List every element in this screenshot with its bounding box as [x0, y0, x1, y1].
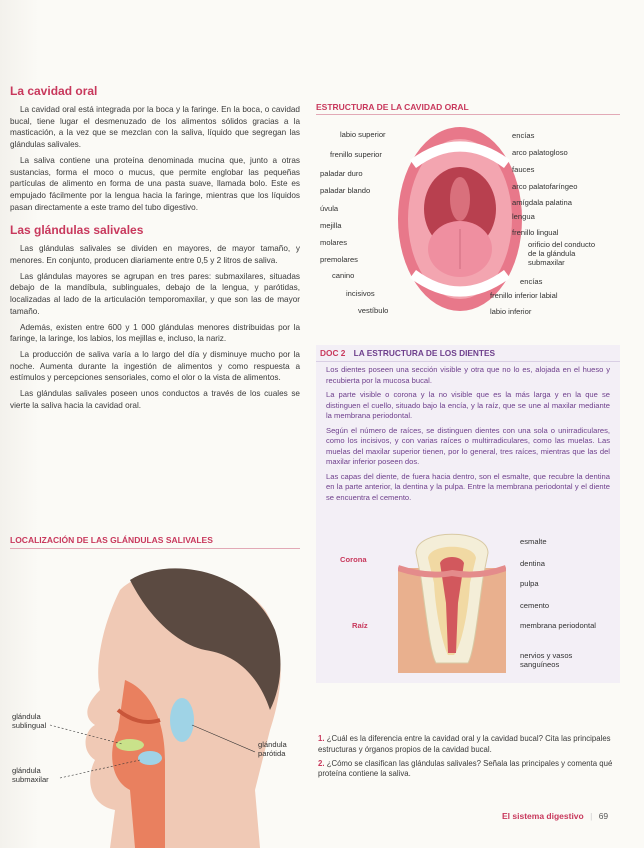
oral-label-left: incisivos: [346, 289, 375, 298]
tooth-label: pulpa: [520, 579, 539, 588]
oral-label-right: lengua: [512, 212, 535, 221]
oral-label-left: paladar duro: [320, 169, 363, 178]
oral-label-left: molares: [320, 238, 348, 247]
section-title-oral: La cavidad oral: [10, 84, 98, 98]
oral-cavity-illustration: [395, 124, 525, 314]
label-corona: Corona: [340, 555, 367, 564]
oral-figure-title: ESTRUCTURA DE LA CAVIDAD ORAL: [316, 102, 469, 112]
parotida-gland: [170, 698, 194, 742]
footer-section: El sistema digestivo: [502, 811, 584, 821]
tooth-label: cemento: [520, 601, 550, 610]
doc2-paragraph: Los dientes poseen una sección visible y otra que no lo es, alojada en el hueso y recubierta por la mucosa bucal.: [326, 365, 610, 385]
question-2: 2. ¿Cómo se clasifican las glándulas salivales? Señala las principales y comenta qué proteína contiene la saliva.: [318, 758, 613, 779]
sublingual-gland: [116, 739, 144, 751]
oral-label-left: vestíbulo: [358, 306, 389, 315]
divider: [316, 114, 620, 115]
paragraph: La producción de saliva varía a lo largo del día y disminuye mucho por la noche. Aumenta durante la ingestión de alimentos y como respuesta a estímulos y percepciones sensoriales, como el olor o la vista de alimentos.: [10, 349, 300, 383]
oral-label-right: encías: [520, 277, 543, 286]
oral-label-right: amígdala palatina: [512, 198, 572, 207]
question-1: 1. ¿Cuál es la diferencia entre la cavidad oral y la cavidad bucal? Cita las principales estructuras y órganos propios de la cavidad bucal.: [318, 734, 611, 754]
label-sublingual: glándula sublingual: [12, 712, 47, 730]
oral-label-right: frenillo lingual: [512, 228, 559, 237]
label-raiz: Raíz: [352, 621, 368, 630]
oral-label-right: orificio del conducto de la glándula submaxilar: [528, 240, 596, 267]
paragraph: La saliva contiene una proteína denominada mucina que, junto a otras sustancias, forma el moco o mucus, que permite englobar las pequeñas partículas de alimento en forma de una pasta suave, llamada bolo. Este es empujado fácilmente por la lengua hacia la faringe, mientras que los líquidos pasan directamente a este tramo del tubo digestivo.: [10, 155, 300, 212]
doc2-box: [316, 345, 620, 683]
oral-label-left: labio superior: [340, 130, 386, 139]
tooth-label: dentina: [520, 559, 545, 568]
doc2-tag: DOC 2: [320, 348, 346, 358]
doc2-header: [316, 345, 620, 362]
tooth-label: esmalte: [520, 537, 547, 546]
submaxilar-gland: [138, 751, 162, 765]
head-illustration: [0, 560, 310, 848]
oral-label-right: encías: [512, 131, 535, 140]
oral-label-right: frenillo inferior labial: [490, 291, 558, 300]
questions: [318, 734, 618, 783]
oral-label-left: premolares: [320, 255, 358, 264]
paragraph: Las glándulas salivales se dividen en mayores, de mayor tamaño, y menores. En conjunto, producen diariamente entre 0,5 y 2 litros de saliva.: [10, 244, 300, 266]
question-2-text: ¿Cómo se clasifican las glándulas salivales? Señala las principales y comenta qué proteína contiene la saliva.: [318, 758, 613, 779]
oral-label-left: frenillo superior: [330, 150, 382, 159]
question-1-text: ¿Cuál es la diferencia entre la cavidad oral y la cavidad bucal? Cita las principales estructuras y órganos propios de la cavidad bucal.: [318, 734, 611, 754]
oral-label-left: paladar blando: [320, 186, 371, 195]
oral-label-right: arco palatofaríngeo: [512, 182, 578, 191]
divider: [10, 548, 300, 549]
oral-label-right: labio inferior: [490, 307, 532, 316]
doc2-title: LA ESTRUCTURA DE LOS DIENTES: [353, 348, 496, 358]
doc2-paragraph: La parte visible o corona y la no visible que es la más larga y en la que se distinguen el cuello, situado bajo la encía, y la raíz, que se une al maxilar mediante la membrana periodontal.: [326, 390, 610, 420]
paragraph: Además, existen entre 600 y 1 000 glándulas menores distribuidas por la faringe, la laringe, los labios, los mejillas e, incluso, la nariz.: [10, 322, 300, 344]
oral-label-right: arco palatogloso: [512, 148, 568, 157]
oral-label-right: fauces: [512, 165, 535, 174]
localizacion-title: LOCALIZACIÓN DE LAS GLÁNDULAS SALIVALES: [10, 535, 213, 545]
doc2-paragraph: Las capas del diente, de fuera hacia dentro, son el esmalte, que recubre la dentina en la parte anterior, la dentina y la pulpa. Entre la membrana periodontal y el diente se encuentra el cemento.: [326, 471, 610, 502]
footer: El sistema digestivo | 69: [502, 811, 609, 821]
page-number: 69: [598, 811, 609, 821]
tooth-label: membrana periodontal: [520, 621, 596, 630]
oral-label-left: úvula: [320, 204, 339, 213]
left-column: [10, 84, 300, 415]
tooth-illustration: [398, 523, 506, 673]
oral-label-left: canino: [332, 271, 355, 280]
paragraph: La cavidad oral está integrada por la boca y la faringe. En la boca, o cavidad bucal, tiene lugar el desmenuzado de los alimentos sólidos gracias a la masticación, a la vez que se mezclan con la saliva, líquido que segregan las glándulas salivales.: [10, 105, 300, 150]
paragraph: Las glándulas mayores se agrupan en tres pares: submaxilares, situadas debajo de la mandíbula, sublinguales, debajo de la lengua, y parótidas, localizadas al lado de la articulación temporomaxilar, y que son las de mayor tamaño.: [10, 271, 300, 316]
section-title-salivales: Las glándulas salivales: [10, 223, 144, 238]
tooth-label: nervios y vasos sanguíneos: [520, 651, 573, 669]
paragraph: Las glándulas salivales poseen unos conductos a través de los cuales se vierte la saliva hacia la cavidad oral.: [10, 389, 300, 410]
doc2-paragraph: Según el número de raíces, se distinguen dientes con una sola o unirradiculares, como los incisivos, y con varias raíces o multirradiculares, como las muelas. Las muelas del maxilar superior tienen, por lo general, tres raíces, mientras que las del maxilar inferior poseen dos.: [326, 425, 610, 466]
oral-label-left: mejilla: [320, 221, 342, 230]
label-submaxilar: glándula submaxilar: [12, 766, 49, 784]
label-parotida: glándula parótida: [258, 740, 287, 758]
